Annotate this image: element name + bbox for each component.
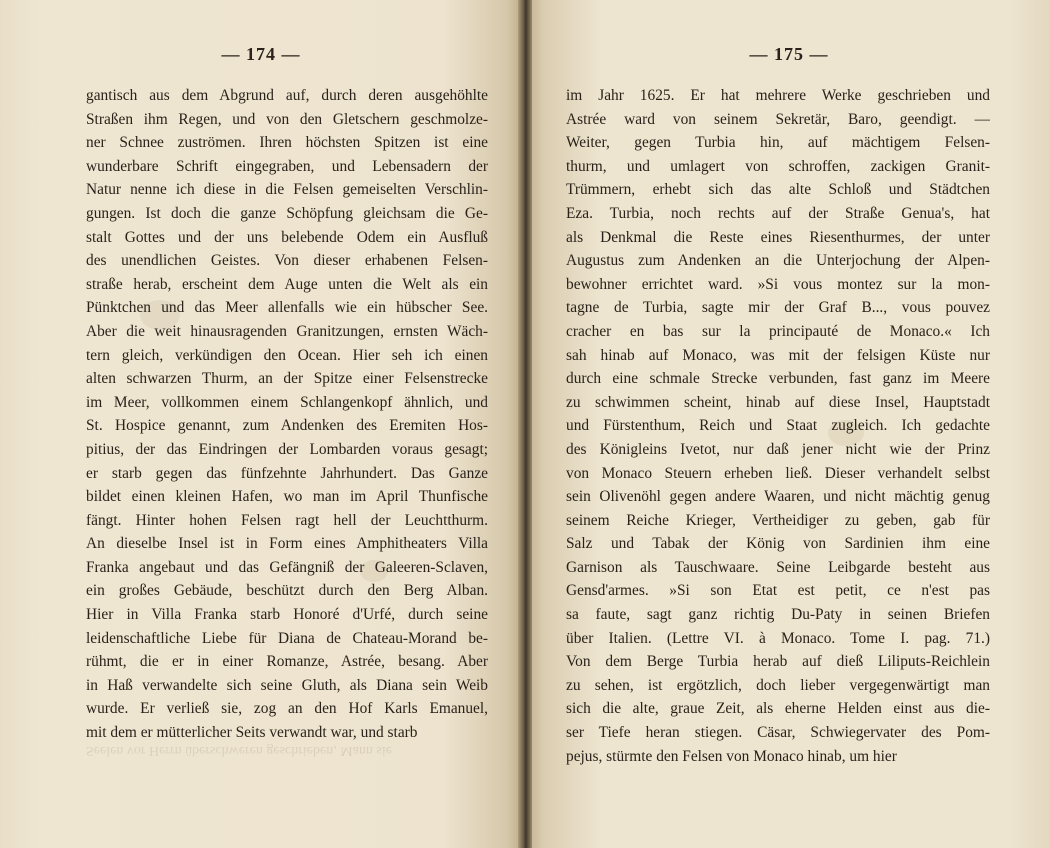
text-line: über Italien. (Lettre VI. à Monaco. Tome I. pag. 71.) (566, 629, 990, 647)
text-line: stalt Gottes und der uns belebende Odem ein Ausfluß (86, 228, 488, 246)
text-line: des unendlichen Geistes. Von dieser erhabenen Felsen- (86, 252, 488, 270)
bleed-through-text: Seelen vor Herrn überschweren geschrieben, Mann sie (86, 743, 392, 758)
book-gutter (518, 0, 532, 848)
text-line: wunderbare Schrift eingegraben, und Lebensadern der (86, 157, 488, 175)
text-line: Natur nenne ich diese in die Felsen gemeiselten Verschlin- (86, 181, 488, 199)
page-number-left: — 174 — (221, 44, 301, 64)
text-line: bildet einen kleinen Hafen, wo man im April Thunfische (86, 488, 488, 506)
text-line: Garnison als Tauschwaare. Seine Leibgarde besteht aus (566, 558, 990, 576)
text-line: Salz und Tabak der König von Sardinien ihm eine (566, 535, 990, 553)
text-line: sich die alte, graue Zeit, als eherne Helden einst aus die- (566, 700, 990, 718)
text-line: bewohner errichtet ward. »Si vous montez sur la mon- (566, 275, 990, 293)
text-line: St. Hospice genannt, zum Andenken des Eremiten Hos- (86, 417, 488, 435)
text-line: tern gleich, verkündigen den Ocean. Hier seh ich einen (86, 346, 488, 364)
text-line: Eza. Turbia, noch rechts auf der Straße Genua's, hat (566, 204, 990, 222)
text-line: pitius, der das Eindringen der Lombarden voraus gesagt; (86, 440, 488, 458)
text-line: Trümmern, erhebt sich das alte Schloß und Städtchen (566, 181, 990, 199)
left-page-text (86, 84, 488, 745)
text-line: ser Tiefe heran stiegen. Cäsar, Schwiegervater des Pom- (566, 724, 990, 742)
text-line: in Haß verwandelte sich seine Gluth, als Diana sein Weib (86, 676, 488, 694)
text-line: Aber die weit hinausragenden Granitzungen, ernsten Wäch- (86, 322, 488, 340)
text-line: thurm, und umlagert von schroffen, zackigen Granit- (566, 157, 990, 175)
text-line: mit dem er mütterlicher Seits verwandt war, und starb (86, 724, 418, 742)
text-line: als Denkmal die Reste eines Riesenthurmes, der unter (566, 228, 990, 246)
text-line: Franka angebaut und das Gefängniß der Galeeren-Sclaven, (86, 558, 488, 576)
text-line: sein Olivenöhl gegen andere Waaren, und nicht mächtig genug (566, 488, 990, 506)
text-line: sa faute, sagt ganz richtig Du-Paty in seinen Briefen (566, 606, 990, 624)
text-line: ner Schnee zuströmen. Ihren höchsten Spitzen ist eine (86, 134, 488, 152)
left-page (0, 0, 522, 848)
text-line: Astrée ward von seinem Sekretär, Baro, geendigt. — (566, 110, 990, 128)
text-line: Gensd'armes. »Si son Etat est petit, ce n'est pas (566, 582, 990, 600)
text-line: pejus, stürmte den Felsen von Monaco hinab, um hier (566, 747, 897, 765)
text-line: Von dem Berge Turbia herab auf dieß Liliputs-Reichlein (566, 653, 990, 671)
text-line: gantisch aus dem Abgrund auf, durch deren ausgehöhlte (86, 87, 488, 104)
text-line: gungen. Ist doch die ganze Schöpfung gleichsam die Ge- (86, 204, 488, 222)
text-line: tagne de Turbia, sagte mir der Graf B..., vous pouvez (566, 299, 990, 317)
text-line: zu schwimmen scheint, hinab auf diese Insel, Hauptstadt (566, 393, 990, 411)
text-line: fängt. Hinter hohen Felsen ragt hell der Leuchtthurm. (86, 511, 488, 529)
text-line: Augustus zum Andenken an die Unterjochung der Alpen- (566, 252, 990, 270)
text-line: Weiter, gegen Turbia hin, auf mächtigem Felsen- (566, 134, 990, 152)
text-line: rühmt, die er in einer Romanze, Astrée, besang. Aber (86, 653, 488, 671)
text-line: Hier in Villa Franka starb Honoré d'Urfé, durch seine (86, 606, 488, 624)
text-line: er starb gegen das fünfzehnte Jahrhundert. Das Ganze (86, 464, 488, 482)
text-line: sah hinab auf Monaco, was mit der felsigen Küste nur (566, 346, 990, 364)
text-line: und Fürstenthum, Reich und Staat zugleich. Ich gedachte (566, 417, 990, 435)
text-line: alten schwarzen Thurm, an der Spitze einer Felsenstrecke (86, 370, 488, 388)
right-page-text (566, 84, 990, 768)
text-line: im Meer, vollkommen einem Schlangenkopf ähnlich, und (86, 393, 488, 411)
text-line: wurde. Er verließ sie, zog an den Hof Karls Emanuel, (86, 700, 488, 718)
text-line: im Jahr 1625. Er hat mehrere Werke geschrieben und (566, 87, 990, 104)
text-line: straße herab, erscheint dem Auge unten die Welt als ein (86, 275, 488, 293)
right-page (528, 0, 1050, 848)
text-line: Straßen ihm Regen, und von den Gletschern geschmolze- (86, 110, 488, 128)
text-line: durch eine schmale Strecke verbunden, fast ganz im Meere (566, 370, 990, 388)
text-line: zu sehen, ist ergötzlich, doch lieber vergegenwärtigt man (566, 676, 990, 694)
text-line: ein großes Gebäude, beschützt durch den Berg Alban. (86, 582, 488, 600)
text-line: Pünktchen und das Meer allenfalls wie ein hübscher See. (86, 299, 488, 317)
text-line: des Königleins Ivetot, nur daß jener nicht wie der Prinz (566, 440, 990, 458)
text-line: leidenschaftliche Liebe für Diana de Chateau-Morand be- (86, 629, 488, 647)
text-line: seinem Reiche Krieger, Vertheidiger zu geben, gab für (566, 511, 990, 529)
text-line: von Monaco Steuern erheben ließ. Dieser verhandelt selbst (566, 464, 990, 482)
text-line: cracher en bas sur la principauté de Monaco.« Ich (566, 322, 990, 340)
page-number-right: — 175 — (749, 44, 829, 64)
text-line: An dieselbe Insel ist in Form eines Amphitheaters Villa (86, 535, 488, 553)
